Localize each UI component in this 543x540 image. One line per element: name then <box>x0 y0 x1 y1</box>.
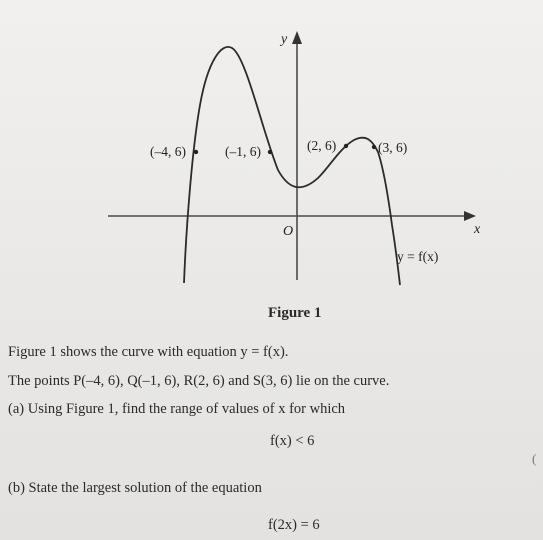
figure-caption: Figure 1 <box>268 305 322 321</box>
point-s-dot <box>372 145 376 149</box>
part-b-question: (b) State the largest solution of the equation <box>8 480 262 496</box>
part-a-inequality: f(x) < 6 <box>270 433 315 449</box>
curve-y-equals-f-of-x <box>184 47 400 285</box>
point-p-label: (–4, 6) <box>150 144 186 159</box>
x-axis-label: x <box>474 222 481 237</box>
point-p-dot <box>194 150 198 154</box>
part-b-equation: f(2x) = 6 <box>268 517 320 533</box>
point-r-dot <box>344 144 348 148</box>
point-r-label: (2, 6) <box>307 138 337 153</box>
x-axis-arrow-icon <box>464 211 476 221</box>
curve-label: y = f(x) <box>397 249 439 264</box>
points-statement-text: The points P(–4, 6), Q(–1, 6), R(2, 6) and S(3, 6) lie on the curve. <box>8 373 390 389</box>
y-axis-arrow-icon <box>292 31 302 44</box>
y-axis-label: y <box>281 32 288 47</box>
part-a-question: (a) Using Figure 1, find the range of values of x for which <box>8 401 346 417</box>
point-q-label: (–1, 6) <box>225 144 261 159</box>
question-intro-text: Figure 1 shows the curve with equation y = f(x). <box>8 344 289 360</box>
point-q-dot <box>268 150 272 154</box>
origin-label: O <box>283 224 294 239</box>
cut-off-edge-text: ( <box>532 451 537 466</box>
point-s-label: (3, 6) <box>378 140 408 155</box>
